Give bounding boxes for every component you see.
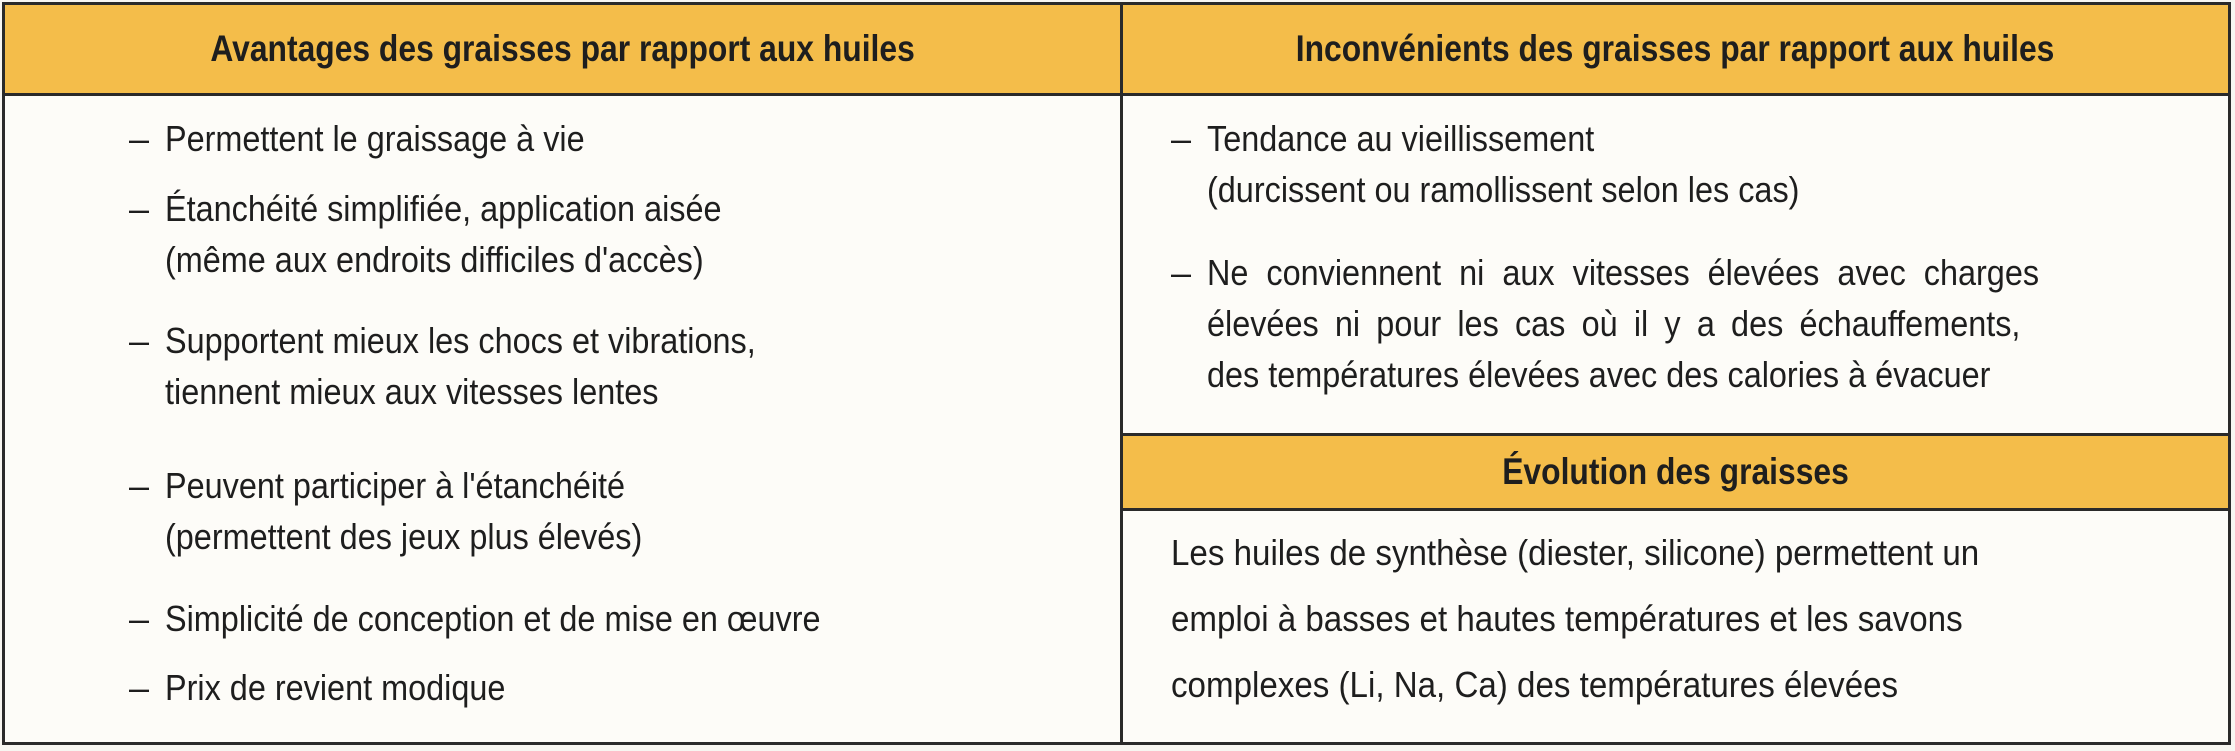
disadvantage-line: Tendance au vieillissement xyxy=(1207,118,1595,159)
comparison-table xyxy=(2,2,2231,745)
disadvantage-line: élevées ni pour les cas où il y a des échauffements, xyxy=(1207,303,2021,344)
advantage-line: Peuvent participer à l'étanchéité xyxy=(165,465,626,506)
disadvantages-column xyxy=(1123,5,2228,742)
evolution-text: complexes (Li, Na, Ca) des températures élevées xyxy=(1171,664,1899,705)
bullet-dash: – xyxy=(1171,252,1192,293)
advantage-line: Prix de revient modique xyxy=(165,667,506,708)
evolution-header-text: Évolution des graisses xyxy=(1502,451,1849,492)
evolution-line-1 xyxy=(1171,523,2049,583)
evolution-line-2 xyxy=(1171,589,2031,649)
advantage-item-3 xyxy=(129,315,821,417)
evolution-header xyxy=(1123,433,2228,511)
advantage-line: (même aux endroits difficiles d'accès) xyxy=(165,239,704,280)
advantage-item-5 xyxy=(129,593,893,644)
bullet-dash: – xyxy=(129,188,150,229)
advantage-line: Étanchéité simplifiée, application aisée xyxy=(165,188,722,229)
advantage-item-6 xyxy=(129,662,543,713)
bullet-dash: – xyxy=(129,118,150,159)
advantages-header xyxy=(5,5,1120,96)
disadvantage-line: des températures élevées avec des calories à évacuer xyxy=(1207,354,1991,395)
advantage-item-4 xyxy=(129,460,695,562)
bullet-dash: – xyxy=(1171,118,1192,159)
advantage-line: Permettent le graissage à vie xyxy=(165,118,585,159)
advantages-column xyxy=(5,5,1123,742)
disadvantage-line: (durcissent ou ramollissent selon les cas) xyxy=(1207,169,1800,210)
advantage-item-2 xyxy=(129,183,783,285)
advantage-line: tiennent mieux aux vitesses lentes xyxy=(165,371,659,412)
disadvantages-header-text: Inconvénients des graisses par rapport aux huiles xyxy=(1296,28,2055,69)
advantages-header-text: Avantages des graisses par rapport aux huiles xyxy=(210,28,915,69)
disadvantages-header xyxy=(1123,5,2228,96)
evolution-text: Les huiles de synthèse (diester, silicone) permettent un xyxy=(1171,532,1980,573)
bullet-dash: – xyxy=(129,320,150,361)
disadvantage-item-2 xyxy=(1171,247,2132,400)
bullet-dash: – xyxy=(129,465,150,506)
advantage-line: Simplicité de conception et de mise en œuvre xyxy=(165,598,821,639)
bullet-dash: – xyxy=(129,598,150,639)
evolution-text: emploi à basses et hautes températures et les savons xyxy=(1171,598,1963,639)
disadvantage-line: Ne conviennent ni aux vitesses élevées avec charges xyxy=(1207,252,2040,293)
bullet-dash: – xyxy=(129,667,150,708)
evolution-line-3 xyxy=(1171,655,1961,715)
advantage-line: (permettent des jeux plus élevés) xyxy=(165,516,643,557)
advantage-item-1 xyxy=(129,113,631,164)
advantage-line: Supportent mieux les chocs et vibrations, xyxy=(165,320,756,361)
disadvantage-item-1 xyxy=(1171,113,1865,215)
